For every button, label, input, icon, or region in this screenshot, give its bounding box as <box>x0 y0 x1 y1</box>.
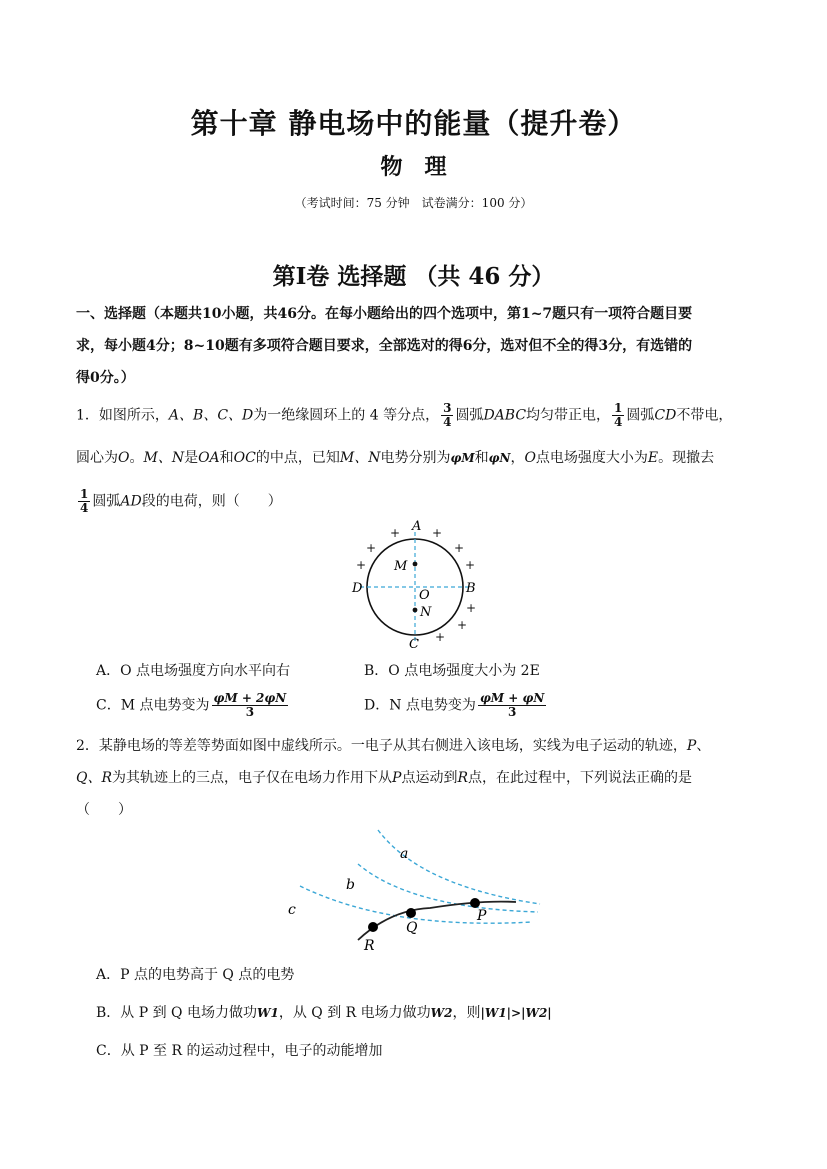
q2-option-a: A．P 点的电势高于 Q 点的电势 <box>96 967 295 983</box>
q1-option-d-text: D．N 点电势变为 <box>364 697 476 714</box>
label-o: O <box>419 588 430 603</box>
equipotential-c <box>300 886 532 923</box>
q2-text: 2．某静电场的等差等势面如图中虚线所示。一电子从其右侧进入该电场，实线为电子运动的轨迹， <box>76 738 687 754</box>
label-b: B <box>466 581 476 596</box>
q2-line-2 <box>76 768 776 788</box>
w2-symbol: W2 <box>430 1006 453 1020</box>
instruction-line-1: 一、选择题（本题共10小题，共46分。在每小题给出的四个选项中，第1~7题只有一项符合题目要 <box>76 306 693 322</box>
fraction-three-quarters: $\frac{3}{4}$ <box>443 401 452 429</box>
work-relation: |W1|>|W2| <box>480 1006 552 1020</box>
q2-option-c: C．从 P 至 R 的运动过程中，电子的动能增加 <box>96 1043 383 1059</box>
section-instructions <box>76 298 752 394</box>
q1-text: ， <box>510 450 525 466</box>
q1-line-3 <box>76 488 776 515</box>
instruction-line-2: 求，每小题4分；8~10题有多项符合题目要求，全部选对的得6分，选对但不全的得3分，有选错的 <box>76 338 693 354</box>
q1-text: 圆弧 <box>92 493 121 510</box>
q1-line-1 <box>76 402 776 429</box>
q2-text: 、 <box>696 738 711 754</box>
label-n: N <box>420 605 432 620</box>
q2-symbol: P <box>686 738 697 754</box>
label-p: P <box>477 908 487 924</box>
point-q <box>406 908 416 918</box>
q1-text: 不带电， <box>676 407 733 424</box>
q1-symbol: OA <box>198 450 220 466</box>
q2-symbol: R <box>457 770 468 786</box>
q1-text: 1．如图所示， <box>76 407 169 424</box>
point-p <box>470 898 480 908</box>
q2-symbol: Q、R <box>76 770 113 786</box>
section-title: 第Ⅰ卷 选择题 （共 46 分） <box>272 263 555 290</box>
q1-arc: CD <box>654 407 677 424</box>
label-a: A <box>412 520 422 534</box>
q2-text: 为其轨迹上的三点，电子仅在电场力作用下从 <box>112 770 393 786</box>
q1-text: 点电场强度大小为 <box>535 450 648 466</box>
q1-symbol: OC <box>233 450 256 466</box>
phi-m-symbol: φM <box>450 451 475 465</box>
q1-option-d-fraction: $\frac{\varphi M + \varphi N}{3}$ <box>479 691 545 719</box>
point-r <box>368 922 378 932</box>
subject-title: 物理 <box>380 154 469 180</box>
q1-option-c-fraction: $\frac{\varphi M + 2\varphi N}{3}$ <box>213 691 287 719</box>
q1-option-a: A．O 点电场强度方向水平向右 <box>96 663 291 679</box>
plus-sign: + <box>466 601 477 615</box>
label-b: b <box>346 877 355 893</box>
q1-text: 段的电荷，则（ ） <box>141 493 282 510</box>
label-c: c <box>288 902 296 918</box>
point-m <box>413 562 418 567</box>
q1-text: 为一绝缘圆环上的 4 等分点， <box>253 407 440 424</box>
q2-equipotential-figure <box>280 826 550 958</box>
plus-sign: + <box>457 618 468 632</box>
q1-arc: DABC <box>483 407 527 424</box>
q1-text: 和 <box>474 450 489 466</box>
equipotential-a <box>378 830 540 904</box>
q1-symbol: O <box>118 450 130 466</box>
exam-title: 第十章 静电场中的能量（提升卷） <box>190 107 637 140</box>
q1-line-2 <box>76 448 776 468</box>
q2-option-b-text: B．从 P 到 Q 电场力做功 <box>96 1005 257 1021</box>
q1-text: 圆弧 <box>455 407 484 424</box>
q2-text: 点，在此过程中，下列说法正确的是 <box>468 770 692 786</box>
label-q: Q <box>406 920 418 936</box>
q1-option-c-text: C．M 点电势变为 <box>96 697 210 714</box>
q2-text: 点运动到 <box>401 770 458 786</box>
q1-text: 的中点，已知 <box>255 450 340 466</box>
q2-line-1 <box>76 736 776 756</box>
label-d: D <box>352 581 363 596</box>
q1-symbol: O <box>524 450 536 466</box>
q1-text: 。现撤去 <box>658 450 715 466</box>
q1-text: 圆心为 <box>76 450 118 466</box>
q1-text: 电势分别为 <box>380 450 451 466</box>
q1-points: A、B、C、D <box>168 407 254 424</box>
plus-sign: + <box>454 541 465 555</box>
q1-symbol: M、N <box>339 450 381 466</box>
plus-sign: + <box>366 541 377 555</box>
plus-sign: + <box>432 526 443 540</box>
q1-text: 是 <box>184 450 199 466</box>
q1-option-c <box>96 692 290 719</box>
q1-text: 。 <box>129 450 144 466</box>
q2-option-b-text: ，则 <box>452 1005 481 1021</box>
fraction-quarter: $\frac{1}{4}$ <box>614 401 623 429</box>
q1-text: 均匀带正电， <box>526 407 611 424</box>
q1-symbol: E <box>647 450 659 466</box>
plus-sign: + <box>435 630 446 644</box>
label-r: R <box>364 938 375 954</box>
q1-symbol: AD <box>120 493 142 510</box>
point-n <box>413 608 418 613</box>
plus-sign: + <box>465 558 476 572</box>
q2-symbol: P <box>392 770 402 786</box>
plus-sign: + <box>390 526 401 540</box>
label-m: M <box>394 559 408 574</box>
q2-line-3: （ ） <box>76 802 132 818</box>
phi-n-symbol: φN <box>488 451 511 465</box>
w1-symbol: W1 <box>257 1006 279 1020</box>
q1-option-b: B．O 点电场强度大小为 2E <box>364 663 540 679</box>
q1-ring-figure <box>340 520 490 652</box>
exam-info: （考试时间：75 分钟 试卷满分：100 分） <box>294 196 533 210</box>
q1-symbol: M、N <box>143 450 185 466</box>
q2-option-b-text: ，从 Q 到 R 电场力做功 <box>278 1005 431 1021</box>
q1-text: 和 <box>219 450 234 466</box>
label-a: a <box>400 846 409 862</box>
q1-option-d <box>364 692 548 719</box>
q1-text: 圆弧 <box>626 407 655 424</box>
instruction-line-3: 得0分。） <box>76 370 135 386</box>
q2-option-b <box>96 1002 552 1022</box>
label-c: C <box>409 637 419 652</box>
fraction-quarter: $\frac{1}{4}$ <box>80 487 89 515</box>
plus-sign: + <box>356 558 367 572</box>
